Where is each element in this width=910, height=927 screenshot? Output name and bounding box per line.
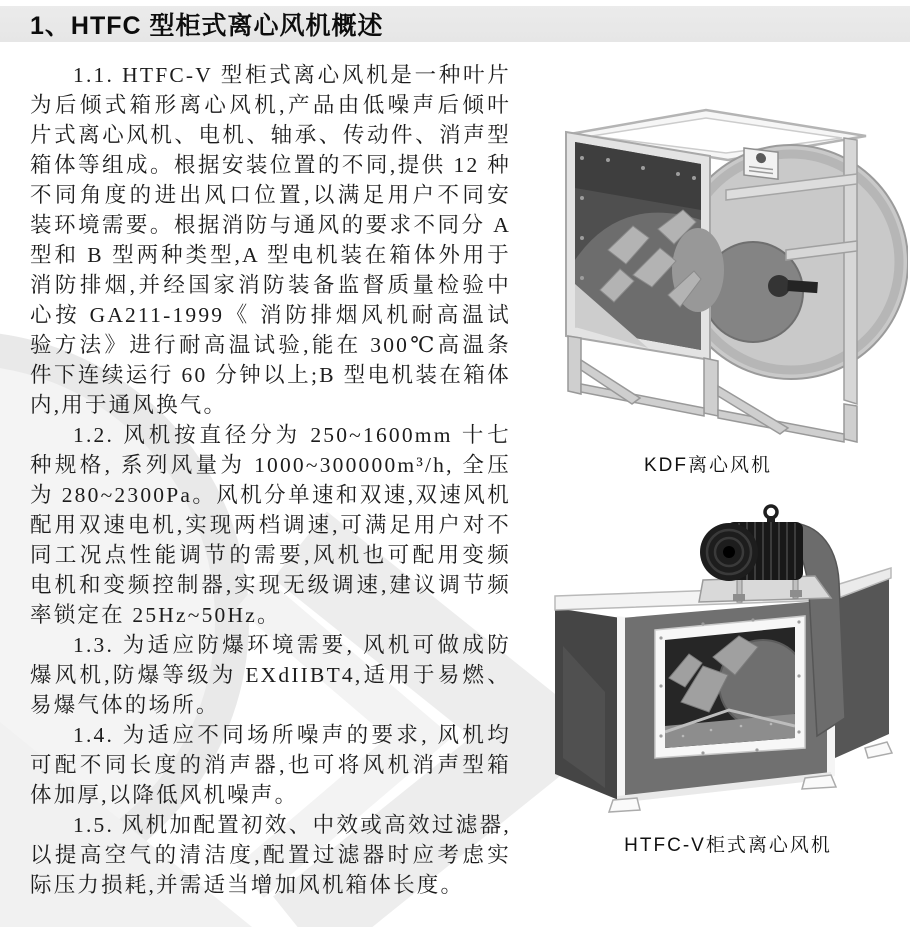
figure-htfc-fan bbox=[543, 496, 910, 857]
section-header-bar bbox=[0, 6, 910, 42]
inspection-window bbox=[655, 616, 807, 758]
figure-caption-htfc: HTFC-V柜式离心风机 bbox=[624, 835, 832, 856]
paragraph-1-3: 1.3. 为适应防爆环境需要, 风机可做成防爆风机,防爆等级为 EXdIIBT4,适用于易燃、易爆气体的场所。 bbox=[30, 633, 511, 717]
kdf-fan-image bbox=[548, 98, 908, 443]
figure-kdf-fan bbox=[548, 98, 908, 477]
nameplate bbox=[744, 148, 778, 179]
impeller-opening bbox=[566, 132, 724, 360]
paragraph-1-1: 1.1. HTFC-V 型柜式离心风机是一种叶片为后倾式箱形离心风机,产品由低噪声后倾叶片式离心风机、电机、轴承、传动件、消声型箱体等组成。根据安装位置的不同,提供 12 种不同角度的进出风口位置,以满足用户不同安装环境需要。根据消防与通风的要求不同分 A 型和 B 型两种类型,A 型电机装在箱体外用于消防排烟,并经国家消防装备监督质量检验中心按 GA211-1999《 消防排烟风机耐高温试验方法》进行耐高温试验,能在 300℃高温条件下连续运行 60 分钟以上;B 型电机装在箱体内,用于通风换气。 bbox=[30, 63, 511, 417]
paragraph-1-5: 1.5. 风机加配置初效、中效或高效过滤器,以提高空气的清洁度,配置过滤器时应考虑实际压力损耗,并需适当增加风机箱体长度。 bbox=[30, 813, 511, 897]
figure-caption-kdf: KDF离心风机 bbox=[643, 455, 772, 476]
paragraph-1-4: 1.4. 为适应不同场所噪声的要求, 风机均可配不同长度的消声器,也可将风机消声型箱体加厚,以降低风机噪声。 bbox=[30, 723, 511, 807]
article-text-column bbox=[30, 60, 511, 900]
htfc-fan-image bbox=[543, 496, 910, 821]
page-title: 1、HTFC 型柜式离心风机概述 bbox=[30, 12, 384, 40]
paragraph-1-2: 1.2. 风机按直径分为 250~1600mm 十七种规格, 系列风量为 1000~300000m³/h, 全压为 280~2300Pa。风机分单速和双速,双速风机配用双速电机,实现两档调速,可满足用户对不同工况点性能调节的需要,风机也可配用变频电机和变频控制器,实现无级调速,建议调节频率锁定在 25Hz~50Hz。 bbox=[30, 423, 511, 627]
